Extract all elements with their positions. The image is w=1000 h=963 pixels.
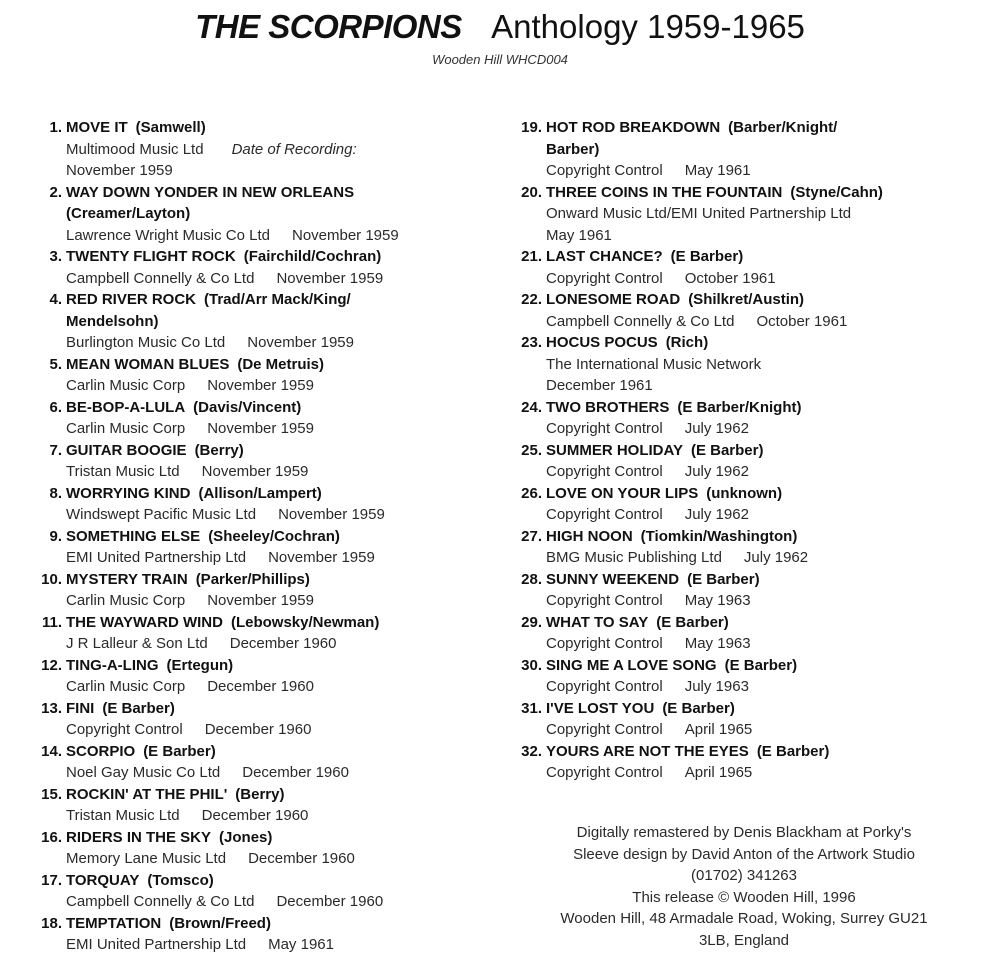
track-date: November 1959 [268,549,375,566]
track-title: TORQUAY [66,871,140,889]
track-number: 20. [521,183,542,201]
track-number: 11. [41,613,62,631]
track-number: 10. [41,570,62,588]
track-number: 26. [521,484,542,502]
track-writers: (E Barber) [756,742,830,760]
track-publisher: Tristan Music Ltd [66,463,180,480]
track-item [504,569,974,612]
track-item [24,182,494,247]
track-writers: (Trad/Arr Mack/King/ [204,291,351,308]
track-writers: (Lebowsky/Newman) [230,613,380,631]
track-number: 8. [49,484,62,502]
track-item [24,289,494,354]
track-number: 1. [49,119,62,136]
track-writers: (Rich) [665,334,709,351]
track-item [504,397,974,440]
track-item [504,483,974,526]
track-title: TWENTY FLIGHT ROCK [66,248,236,265]
track-publisher: Campbell Connelly & Co Ltd [66,269,255,287]
header [0,6,1000,67]
track-publisher: Carlin Music Corp [66,592,186,609]
track-writers: (Parker/Phillips) [195,570,310,588]
track-publisher: Copyright Control [546,420,663,437]
track-title: I'VE LOST YOU [546,699,655,717]
track-item [24,612,494,655]
track-writers: (E Barber/Knight) [677,398,802,416]
track-publisher: Copyright Control [546,463,663,480]
track-writers: (Fairchild/Cochran) [243,248,382,265]
band-name: THE SCORPIONS [195,8,462,45]
track-writers: (E Barber) [670,248,744,265]
credit-sleeve-design: Sleeve design by David Anton of the Artwork Studio [573,845,915,863]
track-publisher: Carlin Music Corp [66,377,186,394]
tracklist-right [504,117,974,784]
track-title: MOVE IT [66,119,128,136]
track-publisher: J R Lalleur & Son Ltd [66,635,208,652]
track-title: LOVE ON YOUR LIPS [546,484,699,502]
track-title: RIDERS IN THE SKY [66,828,212,846]
track-title: SING ME A LOVE SONG [546,656,717,674]
track-item [504,246,974,289]
track-writers: (Brown/Freed) [169,914,271,932]
track-date: November 1959 [247,334,354,351]
track-number: 13. [41,699,62,717]
track-date: December 1960 [229,635,337,652]
track-title: WHAT TO SAY [546,613,649,631]
track-publisher: The International Music Network [546,355,762,373]
track-writers: (E Barber) [724,656,798,674]
track-item [24,913,494,956]
track-item [24,526,494,569]
track-date: November 1959 [276,269,384,287]
track-writers: (Allison/Lampert) [198,484,322,502]
track-title: LONESOME ROAD [546,291,681,308]
track-number: 12. [41,656,62,674]
track-title: RED RIVER ROCK [66,291,197,308]
track-date: November 1959 [207,420,314,437]
track-title: TEMPTATION [66,914,162,932]
credit-remastering: Digitally remastered by Denis Blackham at Porky's [576,824,912,841]
track-item [24,397,494,440]
track-writers: (E Barber) [656,613,729,631]
track-writers: (E Barber) [690,441,764,459]
track-date: October 1961 [756,312,848,330]
track-number: 15. [41,785,62,803]
track-date: April 1965 [684,764,753,781]
track-title: TING-A-LING [66,656,159,674]
track-writers: (Berry) [194,441,244,459]
track-date: November 1959 [66,162,173,179]
track-publisher: BMG Music Publishing Ltd [546,549,722,566]
track-writers: (Shilkret/Austin) [688,291,805,308]
track-item [24,354,494,397]
track-writers-continued: Mendelsohn) [66,312,159,330]
track-date: July 1962 [743,549,809,566]
track-date: July 1962 [684,420,749,437]
track-item [24,870,494,913]
track-date: November 1959 [291,226,399,244]
track-date: July 1962 [684,463,749,480]
catalog-label: Wooden Hill WHCD004 [432,52,568,67]
track-date: December 1960 [242,764,349,781]
track-item [24,569,494,612]
track-date: May 1961 [684,162,751,179]
track-number: 18. [41,914,62,932]
track-publisher: Noel Gay Music Co Ltd [66,764,221,781]
track-publisher: Copyright Control [546,635,663,652]
track-writers: (E Barber) [662,699,735,717]
track-title: THREE COINS IN THE FOUNTAIN [546,183,783,201]
track-number: 14. [41,742,62,760]
track-title: MYSTERY TRAIN [66,570,188,588]
track-title: FINI [66,699,95,717]
track-date: May 1961 [268,936,334,953]
track-publisher: Memory Lane Music Ltd [66,850,227,867]
track-publisher: Carlin Music Corp [66,420,186,437]
track-publisher: Copyright Control [546,678,663,695]
track-publisher: Copyright Control [546,592,663,609]
track-publisher: Tristan Music Ltd [66,807,180,824]
track-number: 23. [521,334,542,351]
track-title: GUITAR BOOGIE [66,441,187,459]
track-number: 27. [521,527,542,545]
track-title: HOCUS POCUS [546,334,658,351]
track-number: 5. [49,355,62,373]
track-number: 17. [41,871,62,889]
track-item [24,117,494,182]
track-publisher: Copyright Control [66,721,183,738]
tracklist-left [24,117,494,956]
track-number: 32. [521,742,542,760]
track-writers: (Tiomkin/Washington) [640,527,798,545]
track-item [24,483,494,526]
track-number: 9. [49,527,62,545]
track-item [24,741,494,784]
track-writers: (Creamer/Layton) [66,205,191,222]
track-date: May 1961 [546,226,612,244]
track-title: WORRYING KIND [66,484,191,502]
track-writers: (Styne/Cahn) [790,183,883,201]
track-publisher: EMI United Partnership Ltd [66,549,247,566]
track-item [504,612,974,655]
track-number: 25. [521,441,542,459]
track-writers: (Barber/Knight/ [728,119,838,136]
track-item [504,182,974,247]
track-title: TWO BROTHERS [546,398,670,416]
track-title: ROCKIN' AT THE PHIL' [66,785,228,803]
track-publisher: Burlington Music Co Ltd [66,334,226,351]
track-number: 7. [49,441,62,459]
credits-block [504,822,984,951]
track-title: THE WAYWARD WIND [66,613,223,631]
track-item [24,698,494,741]
track-item [24,246,494,289]
track-publisher: Multimood Music Ltd [66,140,204,158]
track-writers: (unknown) [706,484,783,502]
track-title: WAY DOWN YONDER IN NEW ORLEANS [66,183,355,201]
track-publisher: Copyright Control [546,269,663,287]
track-date: November 1959 [278,506,385,523]
track-title: HOT ROD BREAKDOWN [546,119,721,136]
track-date: November 1959 [207,592,314,609]
track-writers: (Jones) [219,828,273,846]
track-number: 16. [41,828,62,846]
track-date: December 1960 [276,893,384,910]
track-title: MEAN WOMAN BLUES [66,355,230,373]
track-publisher: Copyright Control [546,506,663,523]
track-date: July 1963 [684,678,749,695]
track-title: BE-BOP-A-LULA [66,398,186,416]
track-writers: (Berry) [235,785,285,803]
track-item [504,698,974,741]
track-publisher: Copyright Control [546,721,663,738]
track-item [504,440,974,483]
track-title: HIGH NOON [546,527,633,545]
track-number: 28. [521,570,542,588]
track-item [504,526,974,569]
track-number: 2. [49,183,62,201]
track-item [504,289,974,332]
track-title: YOURS ARE NOT THE EYES [546,742,749,760]
track-number: 22. [521,291,542,308]
track-number: 31. [521,699,542,717]
track-date: December 1961 [546,377,653,394]
track-writers: (Ertegun) [166,656,234,674]
track-date: April 1965 [684,721,753,738]
track-publisher: Windswept Pacific Music Ltd [66,506,257,523]
track-number: 4. [49,291,62,308]
track-title: SOMETHING ELSE [66,527,201,545]
track-title: SUNNY WEEKEND [546,570,680,588]
track-publisher: EMI United Partnership Ltd [66,936,247,953]
track-item [504,332,974,397]
track-number: 30. [521,656,542,674]
track-writers: (Sheeley/Cochran) [208,527,340,545]
track-item [24,827,494,870]
track-item [24,655,494,698]
track-date: December 1960 [207,678,314,695]
track-date: December 1960 [201,807,309,824]
track-writers: (E Barber) [102,699,175,717]
track-number: 6. [49,398,62,416]
track-item [504,655,974,698]
track-number: 24. [521,398,542,416]
track-title: SCORPIO [66,742,136,760]
credit-copyright: This release © Wooden Hill, 1996 [632,888,856,906]
credit-address: Wooden Hill, 48 Armadale Road, Woking, Surrey GU21 [560,910,928,927]
track-writers: (De Metruis) [237,355,325,373]
track-publisher: Copyright Control [546,764,663,781]
track-publisher: Onward Music Ltd/EMI United Partnership Ltd [546,205,852,222]
track-writers: (Davis/Vincent) [193,398,302,416]
track-title: SUMMER HOLIDAY [546,441,683,459]
track-item [504,117,974,182]
track-publisher: Campbell Connelly & Co Ltd [66,893,255,910]
track-number: 19. [521,119,542,136]
track-publisher: Carlin Music Corp [66,678,186,695]
track-date: May 1963 [684,635,751,652]
track-date: December 1960 [248,850,355,867]
track-number: 29. [521,613,542,631]
track-date: July 1962 [684,506,749,523]
title-line [0,6,1000,48]
credit-phone: (01702) 341263 [691,867,797,884]
track-writers: (E Barber) [143,742,216,760]
track-item [24,784,494,827]
track-date: May 1963 [684,592,751,609]
track-number: 21. [521,248,542,265]
track-date: December 1960 [204,721,312,738]
track-date: November 1959 [201,463,309,480]
track-date: October 1961 [684,269,776,287]
track-writers-continued: Barber) [546,140,600,158]
track-number: 3. [49,248,62,265]
track-writers: (Samwell) [135,119,206,136]
album-title: Anthology 1959-1965 [491,8,805,45]
track-item [24,440,494,483]
track-item [504,741,974,784]
track-publisher: Copyright Control [546,162,663,179]
track-title: LAST CHANCE? [546,248,663,265]
track-date: November 1959 [207,377,314,394]
track-publisher: Lawrence Wright Music Co Ltd [66,226,270,244]
track-writers: (E Barber) [687,570,760,588]
track-publisher: Campbell Connelly & Co Ltd [546,312,735,330]
credit-address-continued: 3LB, England [698,931,790,949]
track-writers: (Tomsco) [147,871,214,889]
recording-date-label: Date of Recording: [231,140,357,158]
